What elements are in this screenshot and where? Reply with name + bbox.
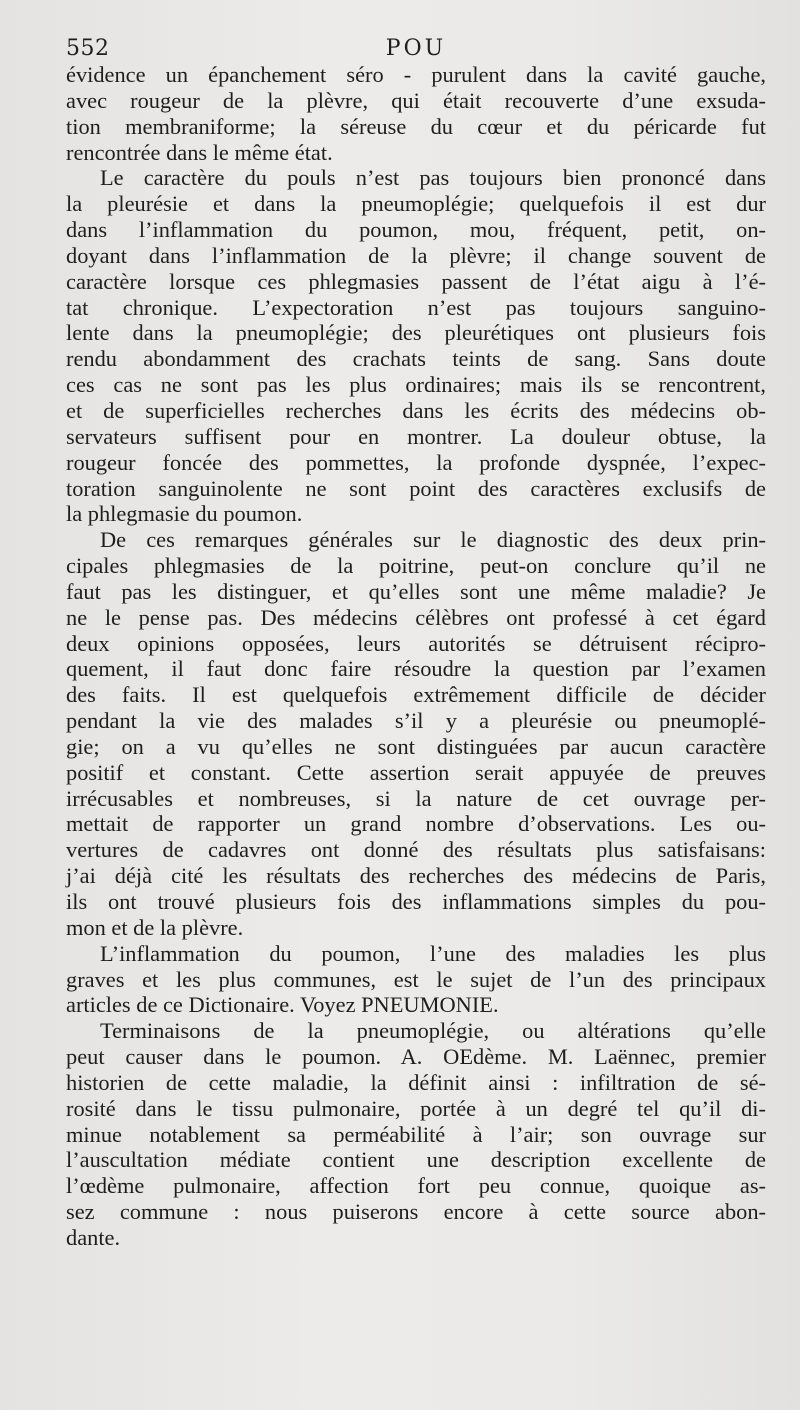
text-line: minue notablement sa perméabilité à l’air; son ouvrage sur (66, 1121, 766, 1147)
running-head: POU (385, 36, 447, 61)
text-line: évidence un épanchement séro - purulent dans la cavité gauche, (66, 62, 766, 87)
text-line: l’auscultation médiate contient une description excellente de (66, 1147, 766, 1173)
text-line: l’œdème pulmonaire, affection fort peu connue, quoique as- (66, 1173, 766, 1199)
text-line: deux opinions opposées, leurs autorités se détruisent récipro- (66, 630, 766, 656)
text-line: De ces remarques générales sur le diagnostic des deux prin- (100, 527, 766, 553)
text-line: la phlegmasie du poumon. (66, 501, 303, 527)
text-line: rougeur foncée des pommettes, la profonde dyspnée, l’expec- (66, 449, 766, 475)
body-text (66, 62, 766, 1251)
text-line: j’ai déjà cité les résultats des recherches des médecins de Paris, (66, 863, 766, 889)
text-line: vertures de cadavres ont donné des résultats plus satisfaisans: (66, 837, 766, 863)
text-line: caractère lorsque ces phlegmasies passent de l’état aigu à l’é- (66, 268, 766, 294)
text-line: rendu abondamment des crachats teints de sang. Sans doute (66, 346, 766, 372)
text-line: gie; on a vu qu’elles ne sont distinguées par aucun caractère (66, 733, 766, 759)
text-line: tion membraniforme; la séreuse du cœur et du péricarde fut (66, 113, 766, 139)
text-line: mon et de la plèvre. (66, 914, 244, 940)
paragraph (66, 62, 766, 165)
text-line: articles de ce Dictionaire. Voyez PNEUMONIE. (66, 992, 499, 1018)
text-line: graves et les plus communes, est le sujet de l’un des principaux (66, 966, 766, 992)
text-line: dante. (66, 1224, 121, 1250)
text-line: toration sanguinolente ne sont point des caractères exclusifs de (66, 475, 766, 501)
text-line: mettait de rapporter un grand nombre d’observations. Les ou- (66, 811, 766, 837)
paragraph (66, 941, 766, 1019)
text-line: L’inflammation du poumon, l’une des maladies les plus (100, 940, 766, 966)
text-line: peut causer dans le poumon. A. OEdème. M. Laënnec, premier (66, 1044, 766, 1070)
text-line: rencontrée dans le même état. (66, 139, 333, 165)
text-line: irrécusables et nombreuses, si la nature de cet ouvrage per- (66, 785, 766, 811)
text-line: quement, il faut donc faire résoudre la question par l’examen (66, 656, 766, 682)
text-line: ces cas ne sont pas les plus ordinaires; mais ils se rencontrent, (66, 372, 766, 398)
text-line: positif et constant. Cette assertion serait appuyée de preuves (66, 759, 766, 785)
text-line: et de superficielles recherches dans les écrits des médecins ob- (66, 397, 766, 423)
text-line: dans l’inflammation du poumon, mou, fréquent, petit, on- (66, 217, 766, 243)
paragraph (66, 1018, 766, 1251)
text-line: la pleurésie et dans la pneumoplégie; quelquefois il est dur (66, 191, 766, 217)
text-line: doyant dans l’inflammation de la plèvre; il change souvent de (66, 242, 766, 268)
text-line: pendant la vie des malades s’il y a pleurésie ou pneumoplé- (66, 708, 766, 734)
text-line: faut pas les distinguer, et qu’elles sont une même maladie? Je (66, 578, 766, 604)
text-line: tat chronique. L’expectoration n’est pas toujours sanguino- (66, 294, 766, 320)
text-line: historien de cette maladie, la définit ainsi : infiltration de sé- (66, 1069, 766, 1095)
text-line: Le caractère du pouls n’est pas toujours bien prononcé dans (100, 165, 766, 191)
text-line: servateurs suffisent pour en montrer. La douleur obtuse, la (66, 423, 766, 449)
text-line: rosité dans le tissu pulmonaire, portée à un degré tel qu’il di- (66, 1095, 766, 1121)
text-line: avec rougeur de la plèvre, qui était recouverte d’une exsuda- (66, 87, 766, 113)
text-line: ils ont trouvé plusieurs fois des inflammations simples du pou- (66, 889, 766, 914)
text-line: Terminaisons de la pneumoplégie, ou altérations qu’elle (100, 1018, 766, 1044)
text-line: sez commune : nous puiserons encore à cette source abon- (66, 1199, 766, 1225)
page-number: 552 (66, 36, 110, 61)
text-line: lente dans la pneumoplégie; des pleurétiques ont plusieurs fois (66, 320, 766, 346)
text-line: des faits. Il est quelquefois extrêmement difficile de décider (66, 682, 766, 708)
text-line: cipales phlegmasies de la poitrine, peut-on conclure qu’il ne (66, 553, 766, 579)
paragraph (66, 527, 766, 941)
paragraph (66, 165, 766, 527)
text-line: ne le pense pas. Des médecins célèbres ont professé à cet égard (66, 604, 766, 630)
